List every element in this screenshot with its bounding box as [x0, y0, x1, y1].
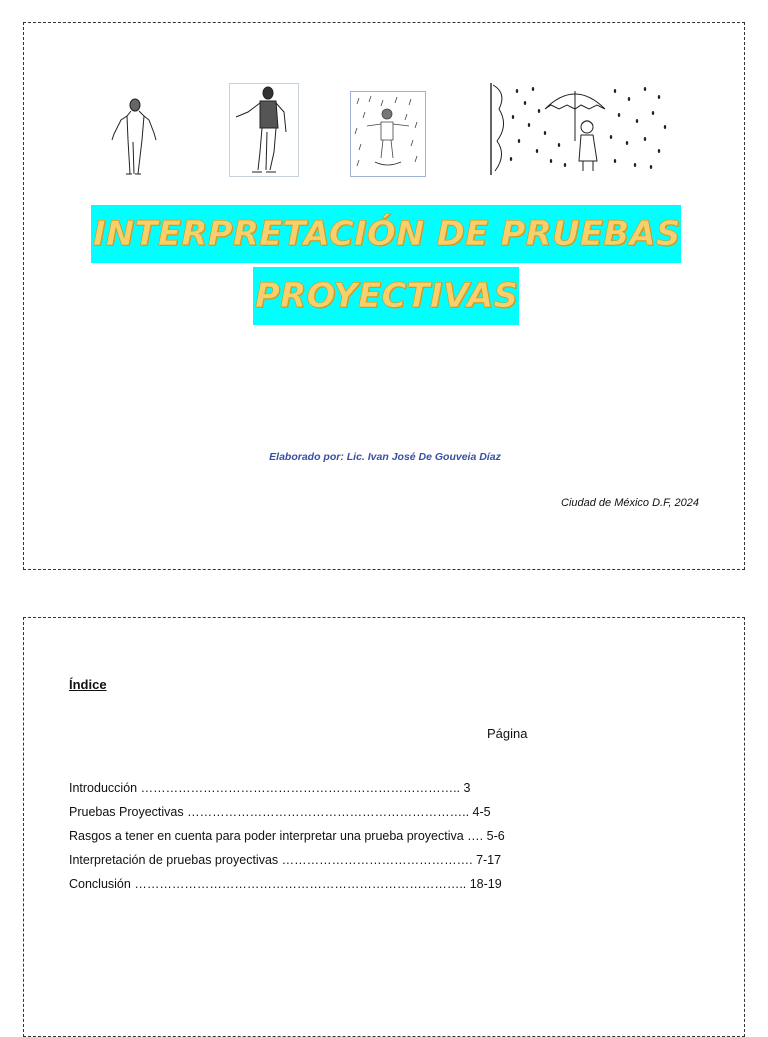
toc-entry-conclusion: Conclusión …………………………………………………………………….. 18-19: [69, 877, 502, 891]
table-of-contents: [69, 776, 589, 896]
shaded-person-drawing: [229, 83, 299, 177]
toc-entry-pruebas-proyectivas: Pruebas Proyectivas ………………………………………………………….. 4-5: [69, 805, 491, 819]
standing-person-drawing: [104, 96, 164, 176]
toc-entry-interpretacion: Interpretación de pruebas proyectivas ………………………………………. 7-17: [69, 853, 502, 867]
document-title-line-1: INTERPRETACIÓN DE PRUEBAS: [91, 205, 681, 263]
person-with-umbrella-in-rain-drawing: [489, 81, 672, 175]
toc-entry-rasgos: Rasgos a tener en cuenta para poder interpretar una prueba proyectiva …. 5-6: [69, 829, 505, 843]
document-title-line-2: PROYECTIVAS: [253, 267, 519, 325]
person-in-rain-drawing: [350, 91, 426, 177]
cover-page: [23, 22, 745, 570]
index-heading: Índice: [69, 677, 107, 692]
place-and-date: Ciudad de México D.F, 2024: [561, 497, 699, 509]
index-page: [23, 617, 745, 1037]
toc-entry-introduccion: Introducción ………………………………………………………………….. 3: [69, 781, 471, 795]
page-column-label: Página: [487, 726, 528, 741]
author-credit: Elaborado por: Lic. Ivan José De Gouveia Díaz: [269, 451, 501, 463]
